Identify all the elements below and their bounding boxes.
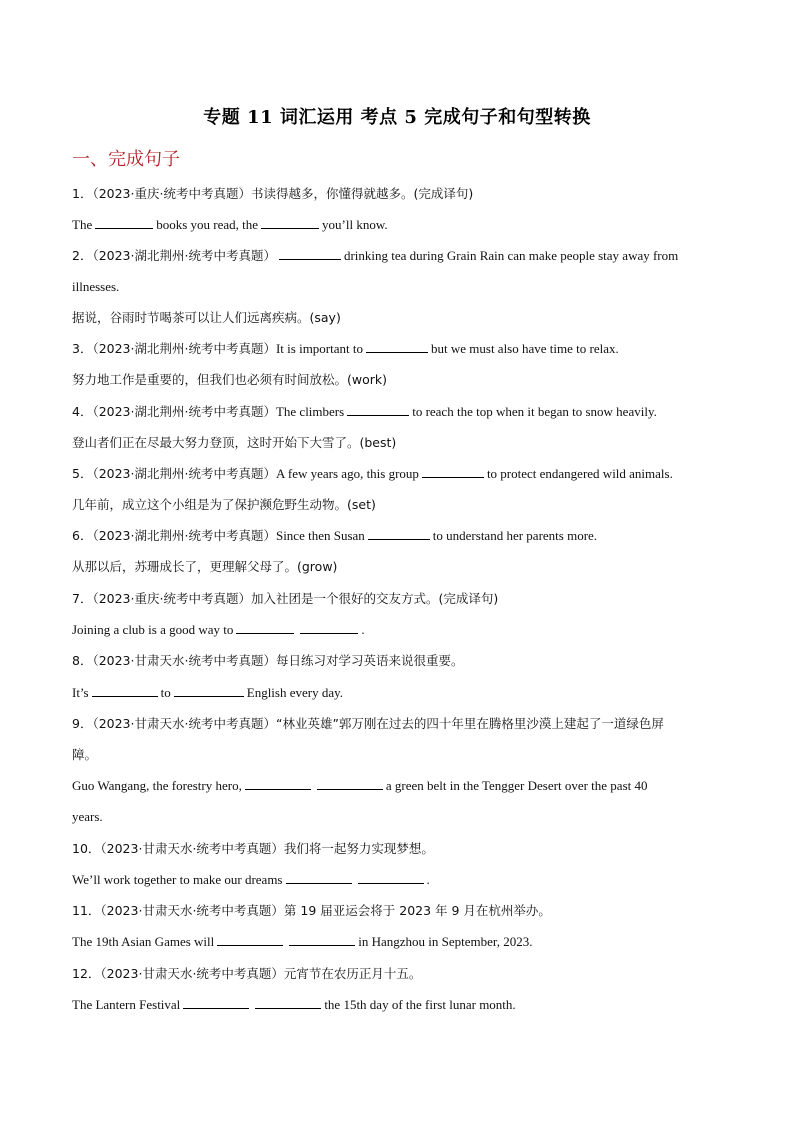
question-1-prompt: 1．（2023·重庆·统考中考真题）书读得越多，你懂得就越多。(完成译句) <box>72 186 474 201</box>
answer-blank[interactable] <box>358 871 424 884</box>
question-7-sentence <box>72 621 752 639</box>
answer-blank[interactable] <box>217 933 283 946</box>
text-segment: a green belt in the Tengger Desert over the past 40 <box>385 778 648 793</box>
section-heading: 一、完成句子 <box>72 149 180 170</box>
question-11-prompt: 11．（2023·甘肃天水·统考中考真题）第 19 届亚运会将于 2023 年 9 月在杭州举办。 <box>72 903 551 918</box>
text-segment: to reach the top when it began to snow heavily. <box>412 404 657 419</box>
text-segment: to protect endangered wild animals. <box>486 466 673 481</box>
text-segment: It is important to <box>275 341 363 356</box>
answer-blank[interactable] <box>422 465 484 478</box>
question-1-sentence <box>72 216 752 234</box>
question-4-line <box>72 403 752 421</box>
question-2-chinese: 据说，谷雨时节喝茶可以让人们远离疾病。(say) <box>72 310 341 325</box>
question-6-prompt: 6．（2023·湖北荆州·统考中考真题） <box>72 528 276 543</box>
question-7-prompt: 7．（2023·重庆·统考中考真题）加入社团是一个很好的交友方式。(完成译句) <box>72 591 499 606</box>
text-segment: in Hangzhou in September, 2023. <box>358 934 533 949</box>
text-segment: . <box>361 622 365 637</box>
question-4-chinese: 登山者们正在尽最大努力登顶，这时开始下大雪了。(best) <box>72 435 397 450</box>
text-segment: Since then Susan <box>275 528 365 543</box>
question-9-sentence <box>72 777 752 795</box>
question-2-continuation: illnesses. <box>72 279 120 294</box>
question-3-line <box>72 340 752 358</box>
text-segment: We’ll work together to make our dreams <box>72 872 283 887</box>
text-segment: The 19th Asian Games will <box>72 934 215 949</box>
text-segment: the 15th day of the first lunar month. <box>324 997 516 1012</box>
text-segment: A few years ago, this group <box>275 466 419 481</box>
answer-blank[interactable] <box>255 996 321 1009</box>
text-segment: Joining a club is a good way to <box>72 622 234 637</box>
question-6-chinese: 从那以后，苏珊成长了，更理解父母了。(grow) <box>72 559 338 574</box>
answer-blank[interactable] <box>236 621 294 634</box>
page-title: 专题 11 词汇运用 考点 5 完成句子和句型转换 <box>203 107 591 128</box>
text-segment: you’ll know. <box>322 217 388 232</box>
text-segment: to <box>160 685 171 700</box>
question-10-sentence <box>72 871 752 889</box>
text-segment: The <box>72 217 93 232</box>
answer-blank[interactable] <box>279 247 341 260</box>
text-segment: . <box>426 872 430 887</box>
answer-blank[interactable] <box>92 684 158 697</box>
text-segment: The climbers <box>275 404 345 419</box>
question-3-prompt: 3．（2023·湖北荆州·统考中考真题） <box>72 341 276 356</box>
text-segment: The Lantern Festival <box>72 997 181 1012</box>
answer-blank[interactable] <box>245 777 311 790</box>
answer-blank[interactable] <box>317 777 383 790</box>
question-4-prompt: 4．（2023·湖北荆州·统考中考真题） <box>72 404 276 419</box>
question-5-prompt: 5．（2023·湖北荆州·统考中考真题） <box>72 466 276 481</box>
question-2-prompt: 2．（2023·湖北荆州·统考中考真题） <box>72 248 276 263</box>
question-6-line <box>72 527 752 545</box>
answer-blank[interactable] <box>95 216 153 229</box>
question-12-sentence <box>72 996 752 1014</box>
question-5-chinese: 几年前，成立这个小组是为了保护濒危野生动物。(set) <box>72 497 376 512</box>
answer-blank[interactable] <box>347 403 409 416</box>
answer-blank[interactable] <box>366 340 428 353</box>
answer-blank[interactable] <box>286 871 352 884</box>
answer-blank[interactable] <box>174 684 244 697</box>
question-11-sentence <box>72 933 752 951</box>
answer-blank[interactable] <box>368 527 430 540</box>
answer-blank[interactable] <box>261 216 319 229</box>
question-10-prompt: 10．（2023·甘肃天水·统考中考真题）我们将一起努力实现梦想。 <box>72 841 434 856</box>
question-8-sentence <box>72 684 752 702</box>
answer-blank[interactable] <box>289 933 355 946</box>
text-segment: books you read, the <box>156 217 259 232</box>
question-3-chinese: 努力地工作是重要的，但我们也必须有时间放松。(work) <box>72 372 388 387</box>
question-12-prompt: 12．（2023·甘肃天水·统考中考真题）元宵节在农历正月十五。 <box>72 966 422 981</box>
question-2-line <box>72 247 752 265</box>
answer-blank[interactable] <box>183 996 249 1009</box>
text-segment: to understand her parents more. <box>432 528 598 543</box>
question-5-line <box>72 465 752 483</box>
question-9-prompt-continuation: 障。 <box>72 747 98 762</box>
text-segment: English every day. <box>246 685 344 700</box>
text-segment: drinking tea during Grain Rain can make people stay away from <box>343 248 679 263</box>
answer-blank[interactable] <box>300 621 358 634</box>
text-segment: Guo Wangang, the forestry hero, <box>72 778 242 793</box>
question-8-prompt: 8．（2023·甘肃天水·统考中考真题）每日练习对学习英语来说很重要。 <box>72 653 464 668</box>
text-segment: but we must also have time to relax. <box>431 341 619 356</box>
text-segment: It’s <box>72 685 89 700</box>
question-9-sentence-continuation: years. <box>72 809 103 824</box>
question-9-prompt: 9．（2023·甘肃天水·统考中考真题）“林业英雄”郭万刚在过去的四十年里在腾格里沙漠上建起了一道绿色屏 <box>72 716 664 731</box>
